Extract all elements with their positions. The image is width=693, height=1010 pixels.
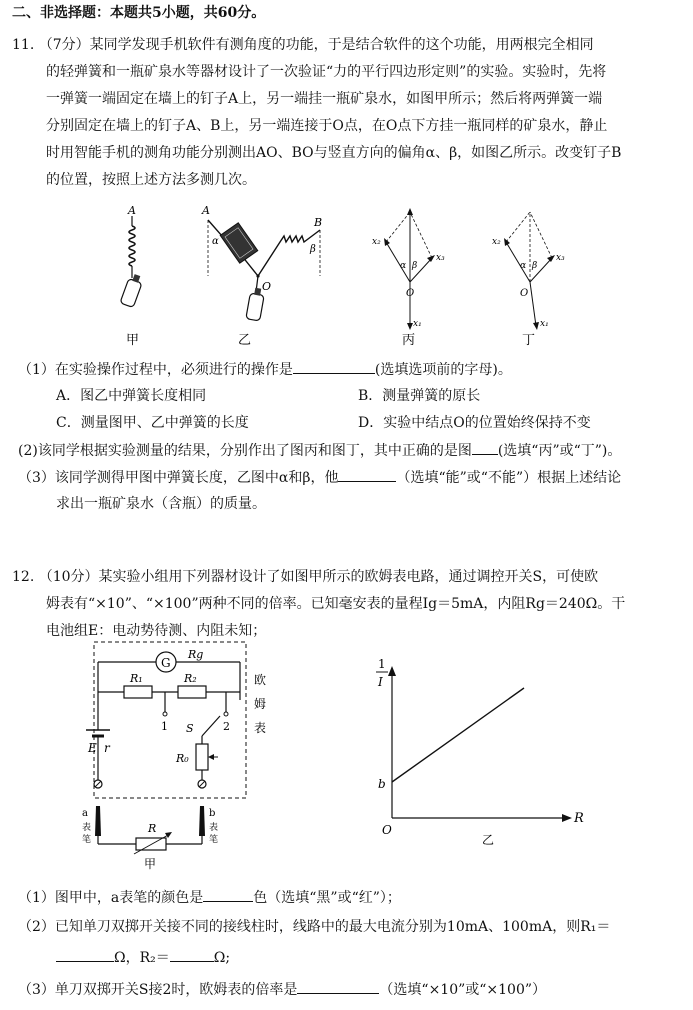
q11-stem-line2: 的轻弹簧和一瓶矿泉水等器材设计了一次验证“力的平行四边形定则”的实验。实验时，先将 [46,64,607,80]
label-Rg: Rg [188,648,204,661]
q11-sub1-tail: (选填选项前的字母)。 [374,362,512,378]
label-ohm-1: 欧 [254,673,267,687]
figure-jia [120,204,142,348]
graph-intercept-label: b [378,777,386,791]
caption-ding: 丁 [522,333,536,348]
figure-bing [372,208,445,348]
label-ohm-2: 姆 [254,697,267,711]
q12-r1-blank[interactable] [56,946,114,962]
q11-sub2-blank[interactable] [472,439,498,455]
caption-jia: 甲 [126,333,140,348]
q12-circuit [78,640,288,876]
caption-circuit-jia: 甲 [144,857,157,871]
label-R0: R₀ [176,752,189,765]
caption-bing: 丙 [402,333,416,348]
q11-option-a: A．图乙中弹簧长度相同 [56,388,207,404]
q12-stem-line1 [12,566,598,588]
caption-yi: 乙 [238,333,252,348]
q12-number: 12. [12,569,35,585]
label-alpha-yi: α [212,236,219,247]
q11-sub3 [18,466,621,489]
label-b-probe-2: 笔 [209,835,219,845]
q11-option-b: B．测量弹簧的原长 [358,388,481,404]
graph-x-label: R [574,811,584,826]
label-x1-bing: x₁ [413,319,422,329]
q11-points: （7分） [38,37,90,53]
label-O-bing: O [406,288,415,299]
graph-origin: O [382,823,392,837]
label-x2-bing: x₂ [372,237,381,247]
label-B-yi: B [314,216,323,229]
q12-stem-line2: 姆表有“×10”、“×100”两种不同的倍率。已知毫安表的量程Ig＝5mA，内阻Rg＝240Ω。干 [46,596,626,612]
q12-sub3-blank[interactable] [297,978,379,994]
q11-sub1-text: （1）在实验操作过程中，必须进行的操作是 [18,362,293,378]
label-terminal-2: 2 [223,720,230,733]
figure-yi [201,204,322,348]
label-E: E [88,741,97,755]
label-O-yi: O [262,280,272,293]
graph-y-label-den: I [378,675,383,689]
label-a: a [82,808,88,819]
q11-stem-line4: 分别固定在墙上的钉子A、B上，另一端连接于O点，在O点下方挂一瓶同样的矿泉水，静止 [46,118,608,134]
q12-stem-1: 某实验小组用下列器材设计了如图甲所示的欧姆表电路，通过调控开关S，可使欧 [98,569,599,585]
label-beta-ding: β [532,261,538,271]
label-S: S [186,722,194,735]
label-O-ding: O [520,288,529,299]
q11-sub2 [18,439,621,462]
q12-r2-blank[interactable] [170,946,214,962]
label-beta-bing: β [412,261,418,271]
q12-sub3 [18,978,546,1001]
label-A-yi: A [202,204,210,217]
label-terminal-1: 1 [161,720,168,733]
q12-sub1-text: （1）图甲中，a表笔的颜色是 [18,890,204,906]
q12-stem-line3: 电池组E：电动势待测、内阻未知； [46,623,267,639]
q11-sub2-tail: (选填“丙”或“丁”)。 [497,443,622,459]
q11-stem-line6: 的位置，按照上述方法多测几次。 [46,172,256,188]
q11-option-c: C．测量图甲、乙中弹簧的长度 [56,415,249,431]
q12-sub2-line2 [56,946,230,969]
label-b-probe: 表 [209,823,219,833]
label-R2: R₂ [184,672,197,685]
label-alpha-bing: α [400,261,407,271]
label-R-ext: R [148,822,157,835]
label-alpha-ding: α [520,261,527,271]
q11-stem-line5: 时用智能手机的测角功能分别测出AO、BO与竖直方向的偏角α、β，如图乙所示。改变钉子B [46,145,622,161]
graph-caption: 乙 [482,833,495,847]
label-G: G [161,656,171,670]
figure-ding [492,212,565,348]
q11-number: 11. [12,37,35,53]
section-header: 二、非选择题：本题共5小题，共60分。 [12,5,266,21]
q12-sub3-text: （3）单刀双掷开关S接2时，欧姆表的倍率是 [18,982,298,998]
graph-line [392,688,524,782]
label-x2-ding: x₂ [492,237,501,247]
q12-sub2: （2）已知单刀双掷开关接不同的接线柱时，线路中的最大电流分别为10mA、100mA，则R₁＝ [18,919,611,935]
q11-sub3-line2: 求出一瓶矿泉水（含瓶）的质量。 [56,496,266,512]
label-x1-ding: x₁ [540,319,549,329]
label-A-jia: A [128,204,136,217]
q11-figures [90,198,610,356]
label-a-probe-2: 笔 [82,835,92,845]
q12-sub1-tail: 色（选填“黑”或“红”）； [253,890,401,906]
label-R1: R₁ [130,672,143,685]
q12-sub3-tail: （选填“×10”或“×100”） [379,982,547,998]
q11-sub3-text: （3）该同学测得甲图中弹簧长度，乙图中α和β，他 [18,470,339,486]
label-x3-bing: x₃ [436,253,445,263]
q11-sub1-blank[interactable] [293,358,375,374]
label-ohm-3: 表 [254,721,267,735]
q12-sub1 [18,886,401,909]
label-b: b [209,808,216,819]
q11-sub3-tail: （选填“能”或“不能”）根据上述结论 [396,470,622,486]
q11-stem-1: 某同学发现手机软件有测角度的功能，于是结合软件的这个功能，用两根完全相同 [89,37,594,53]
q11-option-d: D．实验中结点O的位置始终保持不变 [358,415,591,431]
q11-sub3-blank[interactable] [338,466,396,482]
q12-sub2-r2-text: Ω，R₂＝ [114,950,170,966]
q11-sub1 [18,358,512,381]
label-beta-yi: β [310,244,316,255]
q11-sub2-text: (2)该同学根据实验测量的结果，分别作出了图丙和图丁，其中正确的是图 [18,443,472,459]
q12-graph [362,652,602,848]
q12-sub1-blank[interactable] [203,886,253,902]
graph-y-label-num: 1 [378,657,386,671]
q11-stem-line3: 一弹簧一端固定在墙上的钉子A上，另一端挂一瓶矿泉水，如图甲所示；然后将两弹簧一端 [46,91,603,107]
q12-points: （10分） [38,569,99,585]
q12-sub2-tail: Ω; [213,950,231,966]
label-a-probe: 表 [82,823,92,833]
label-x3-ding: x₃ [556,253,565,263]
q11-stem-line1 [12,34,594,56]
label-r: r [104,741,110,755]
